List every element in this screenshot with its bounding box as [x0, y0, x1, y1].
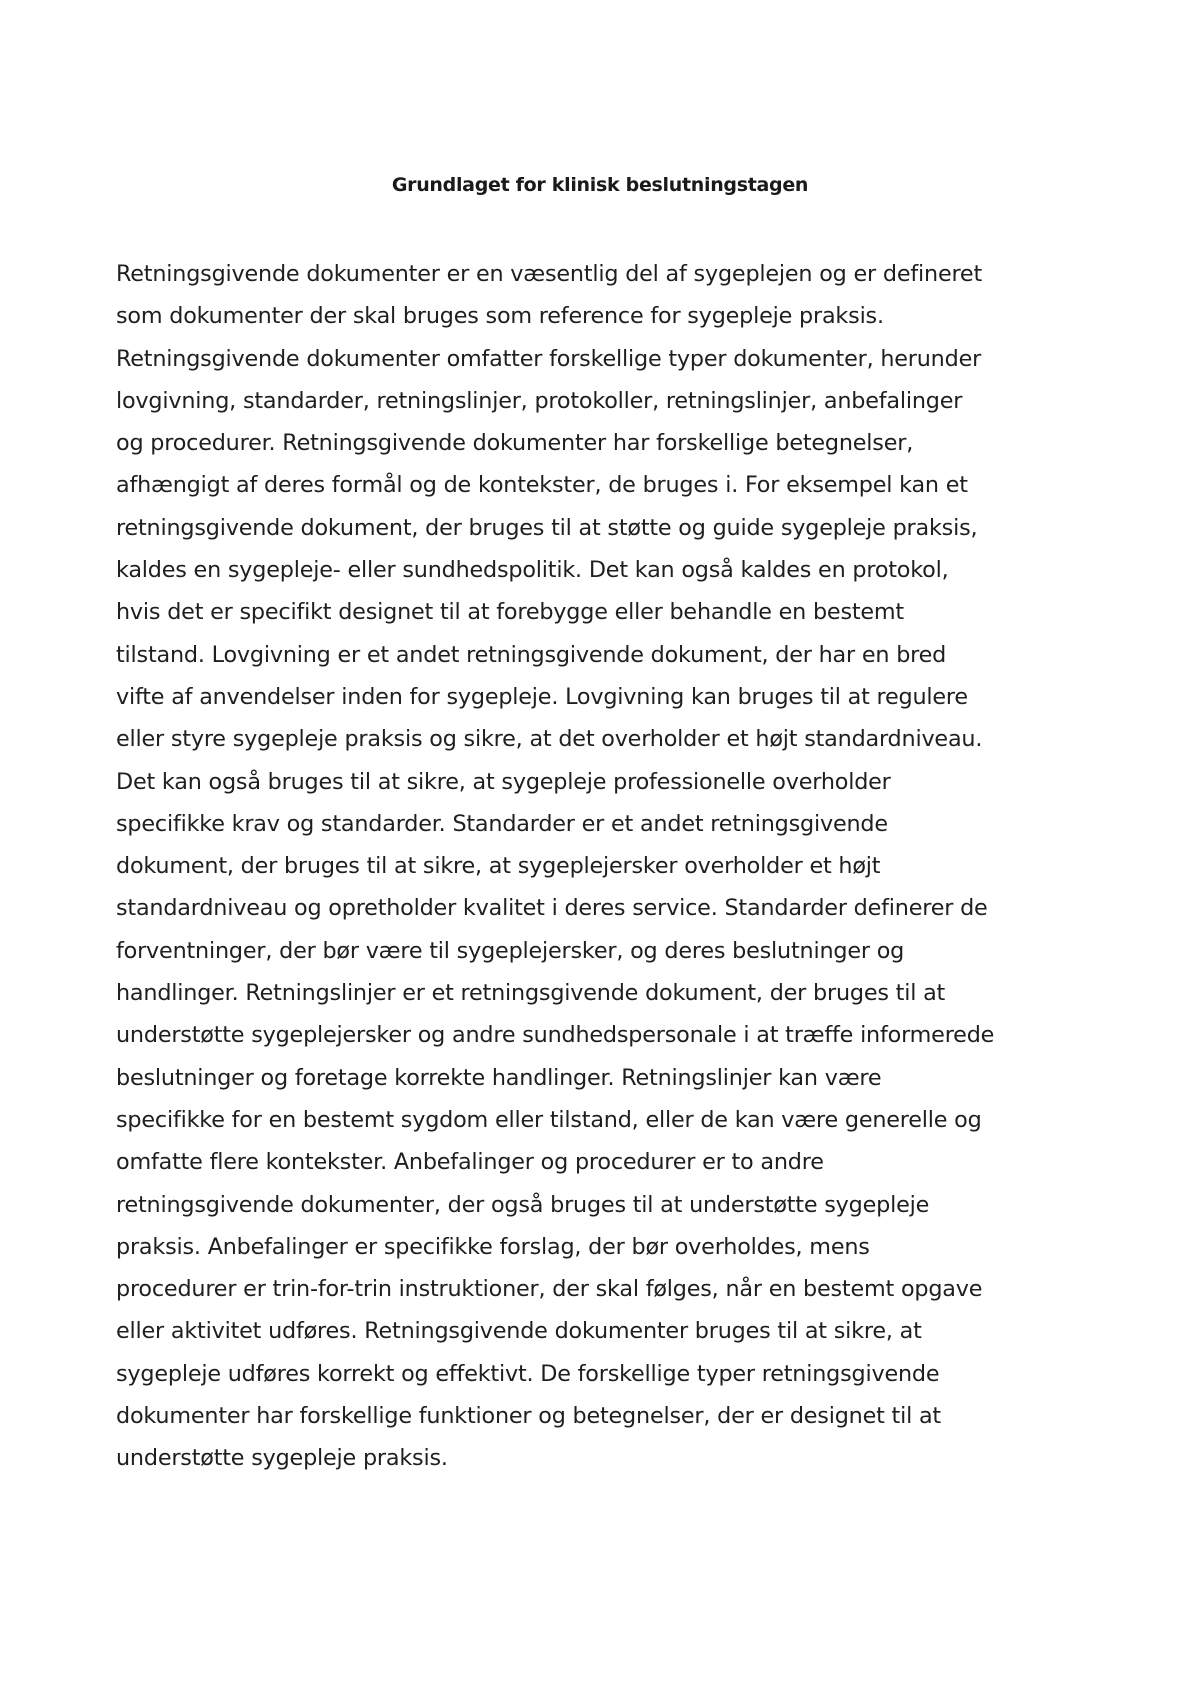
- body-line: understøtte sygeplejersker og andre sundhedspersonale i at træffe informerede: [116, 1022, 995, 1049]
- body-line: standardniveau og opretholder kvalitet i deres service. Standarder definerer de: [116, 895, 988, 922]
- body-line: og procedurer. Retningsgivende dokumenter har forskellige betegnelser,: [116, 430, 914, 457]
- body-line: forventninger, der bør være til sygeplejersker, og deres beslutninger og: [116, 937, 905, 964]
- body-line: afhængigt af deres formål og de kontekster, de bruges i. For eksempel kan et: [116, 472, 968, 499]
- body-paragraph: [116, 253, 1096, 1480]
- body-line: handlinger. Retningslinjer er et retningsgivende dokument, der bruges til at: [116, 980, 946, 1007]
- body-line: beslutninger og foretage korrekte handlinger. Retningslinjer kan være: [116, 1064, 882, 1091]
- body-line: understøtte sygepleje praksis.: [116, 1445, 448, 1472]
- body-line: Retningsgivende dokumenter omfatter forskellige typer dokumenter, herunder: [116, 345, 982, 372]
- body-line: lovgivning, standarder, retningslinjer, protokoller, retningslinjer, anbefalinger: [116, 387, 963, 414]
- body-line: retningsgivende dokumenter, der også bruges til at understøtte sygepleje: [116, 1191, 930, 1218]
- document-title: Grundlaget for klinisk beslutningstagen: [391, 174, 809, 196]
- body-line: som dokumenter der skal bruges som reference for sygepleje praksis.: [116, 303, 884, 330]
- body-line: Retningsgivende dokumenter er en væsentlig del af sygeplejen og er defineret: [116, 261, 982, 287]
- body-line: specifikke krav og standarder. Standarder er et andet retningsgivende: [116, 810, 888, 837]
- body-line: kaldes en sygepleje- eller sundhedspolitik. Det kan også kaldes en protokol,: [116, 557, 949, 584]
- body-line: vifte af anvendelser inden for sygepleje. Lovgivning kan bruges til at regulere: [116, 683, 968, 710]
- body-line: Det kan også bruges til at sikre, at sygepleje professionelle overholder: [116, 768, 891, 795]
- body-line: tilstand. Lovgivning er et andet retningsgivende dokument, der har en bred: [116, 641, 947, 668]
- body-line: hvis det er specifikt designet til at forebygge eller behandle en bestemt: [116, 599, 904, 626]
- body-line: dokumenter har forskellige funktioner og betegnelser, der er designet til at: [116, 1403, 941, 1430]
- body-line: praksis. Anbefalinger er specifikke forslag, der bør overholdes, mens: [116, 1233, 870, 1260]
- body-line: dokument, der bruges til at sikre, at sygeplejersker overholder et højt: [116, 853, 881, 880]
- body-line: omfatte flere kontekster. Anbefalinger og procedurer er to andre: [116, 1149, 824, 1176]
- body-line: retningsgivende dokument, der bruges til at støtte og guide sygepleje praksis,: [116, 514, 978, 541]
- body-line: specifikke for en bestemt sygdom eller tilstand, eller de kan være generelle og: [116, 1106, 982, 1133]
- body-line: eller styre sygepleje praksis og sikre, at det overholder et højt standardniveau.: [116, 726, 983, 753]
- body-line: procedurer er trin-for-trin instruktioner, der skal følges, når en bestemt opgave: [116, 1276, 983, 1303]
- body-line: sygepleje udføres korrekt og effektivt. De forskellige typer retningsgivende: [116, 1360, 940, 1387]
- body-line: eller aktivitet udføres. Retningsgivende dokumenter bruges til at sikre, at: [116, 1318, 922, 1345]
